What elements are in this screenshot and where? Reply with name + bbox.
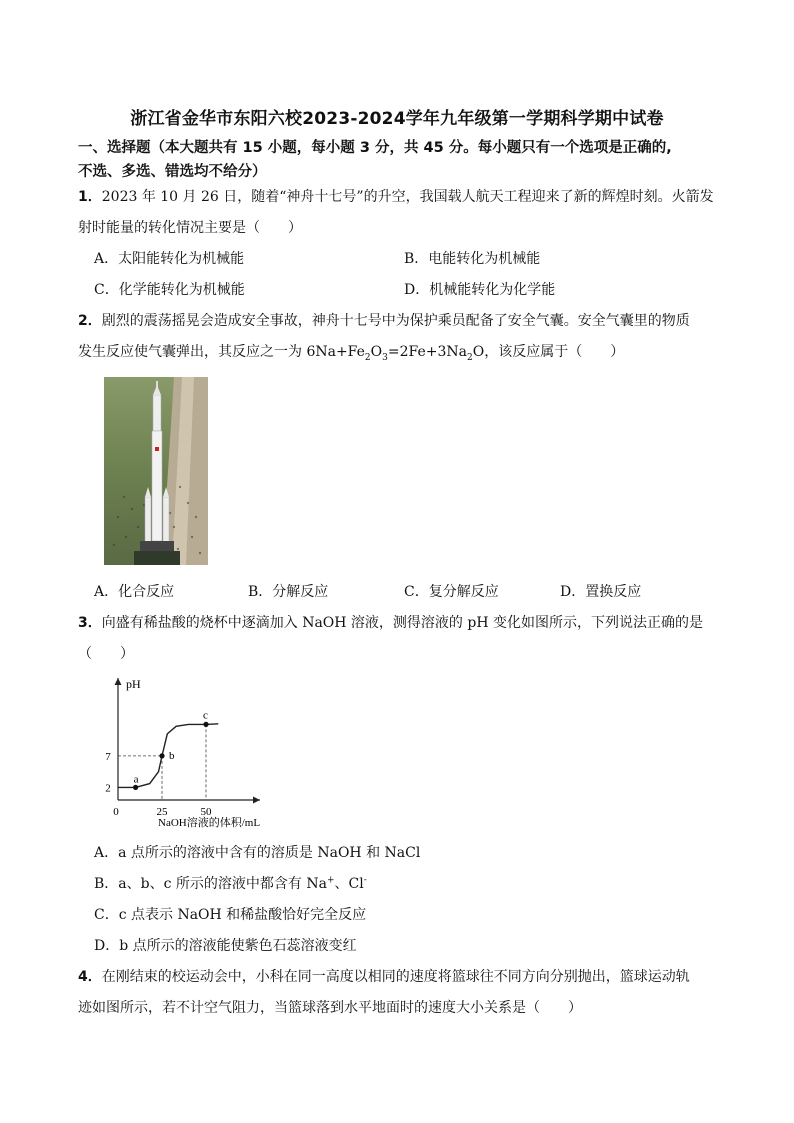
question-2-option-a: A．化合反应	[94, 584, 175, 600]
question-3-line1	[78, 612, 738, 632]
superscript: +	[326, 875, 335, 886]
question-2-option-d: D．置换反应	[560, 584, 642, 600]
x-tick-label-25: 25	[156, 806, 168, 818]
question-4-number: 4．	[78, 969, 102, 985]
equation-part: O	[370, 344, 383, 360]
question-2-option-c: C．复分解反应	[404, 584, 499, 600]
point-label-b: b	[169, 749, 175, 762]
data-point-b	[159, 753, 164, 758]
question-3-number: 3．	[78, 615, 102, 631]
y-axis-label: pH	[126, 677, 141, 691]
question-2-line1	[78, 310, 738, 330]
option-b-text: 、Cl	[334, 876, 364, 892]
question-4-text: 在刚结束的校运动会中，小科在同一高度以相同的速度将篮球往不同方向分别抛出，篮球运动轨	[101, 969, 690, 985]
question-3-text: 向盛有稀盐酸的烧杯中逐滴加入 NaOH 溶液，测得溶液的 pH 变化如图所示，下列说法正确的是	[101, 615, 704, 631]
question-1-line1	[78, 186, 738, 206]
section-heading-line2: 不选、多选、错选均不给分）	[78, 164, 267, 180]
equation-part: O，该反应属于（ ）	[472, 344, 625, 360]
subscript: 3	[382, 352, 388, 363]
data-point-a	[133, 785, 138, 790]
question-1-number: 1．	[78, 189, 102, 205]
question-1-option-d: D．机械能转化为化学能	[404, 282, 556, 298]
question-2-option-b: B．分解反应	[248, 584, 329, 600]
equation-part: =2Fe+3Na	[387, 344, 467, 360]
question-4-line1	[78, 966, 738, 986]
data-point-c	[203, 722, 208, 727]
x-tick-label-50: 50	[200, 806, 212, 818]
subscript: 2	[466, 352, 473, 363]
section-heading-line1: 一、选择题（本大题共有 15 小题，每小题 3 分，共 45 分。每小题只有一个选项是正确的,	[78, 140, 672, 156]
x-axis-label: NaOH溶液的体积/mL	[158, 817, 261, 829]
question-3-option-b	[94, 873, 367, 893]
option-b-text: B．a、b、c 所示的溶液中都含有 Na	[94, 876, 327, 892]
equation-part: 发生反应使气囊弹出，其反应之一为 6Na+Fe	[78, 344, 365, 360]
section-heading	[78, 136, 738, 184]
question-1-option-c: C．化学能转化为机械能	[94, 282, 245, 298]
page-title: 浙江省金华市东阳六校2023-2024学年九年级第一学期科学期中试卷	[130, 109, 664, 129]
question-2-number: 2．	[78, 313, 102, 329]
rocket-illustration	[104, 377, 208, 565]
point-label-a: a	[133, 773, 139, 786]
question-1-line2: 射时能量的转化情况主要是（ ）	[78, 220, 302, 236]
question-2-text: 剧烈的震荡摇晃会造成安全事故，神舟十七号中为保护乘员配备了安全气囊。安全气囊里的物质	[101, 313, 690, 329]
question-3-line2: （ ）	[78, 646, 134, 662]
question-2-line2	[78, 341, 738, 363]
y-tick-label-2: 2	[105, 782, 111, 795]
y-tick-label-7: 7	[105, 750, 111, 763]
x-tick-label-0: 0	[113, 806, 119, 818]
question-1-option-b: B．电能转化为机械能	[404, 251, 541, 267]
question-4-line2: 迹如图所示，若不计空气阻力，当篮球落到水平地面时的速度大小关系是（ ）	[78, 1000, 582, 1016]
question-3-option-d: D．b 点所示的溶液能使紫色石蕊溶液变红	[94, 938, 357, 954]
superscript: -	[363, 875, 367, 886]
question-3-option-a: A．a 点所示的溶液中含有的溶质是 NaOH 和 NaCl	[94, 845, 421, 861]
ph-chart	[100, 672, 290, 834]
subscript: 2	[364, 352, 371, 363]
ph-chart-svg	[100, 672, 290, 834]
question-1-text: 2023 年 10 月 26 日，随着“神舟十七号”的升空，我国载人航天工程迎来了新的辉煌时刻。火箭发	[101, 189, 714, 205]
rocket-photo	[104, 377, 208, 565]
question-1-option-a: A．太阳能转化为机械能	[94, 251, 245, 267]
question-3-option-c: C．c 点表示 NaOH 和稀盐酸恰好完全反应	[94, 907, 367, 923]
point-label-c: c	[203, 709, 208, 722]
